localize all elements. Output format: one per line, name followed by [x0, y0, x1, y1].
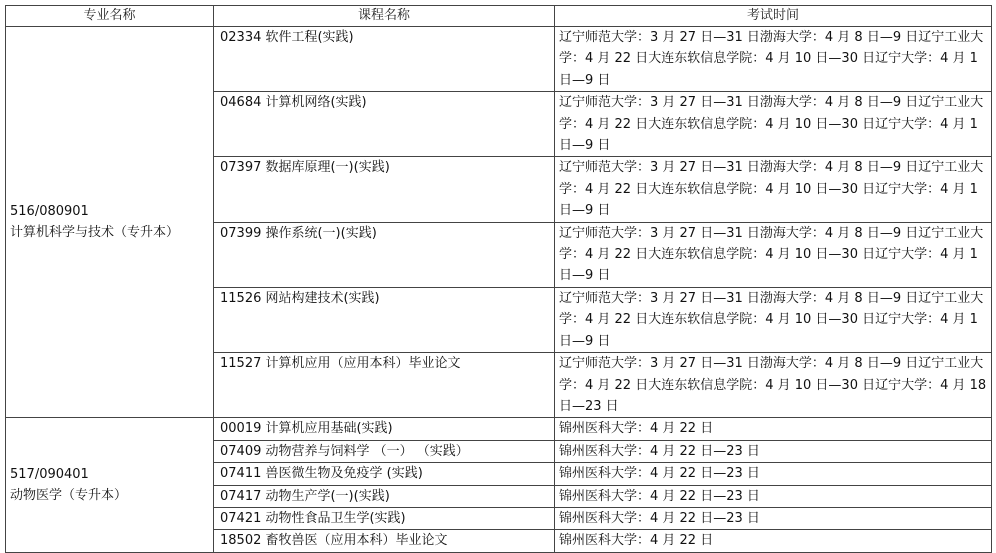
course-name: 11527 计算机应用（应用本科）毕业论文 — [220, 356, 461, 372]
exam-time: 辽宁师范大学：3 月 27 日—31 日渤海大学：4 月 8 日—9 日辽宁工业大学：4 月 22 日大连东软信息学院：4 月 10 日—30 日辽宁大学：4 月 1 日—9 日 — [559, 290, 984, 349]
exam-time: 锦州医科大学：4 月 22 日—23 日 — [559, 488, 760, 504]
time-cell — [555, 530, 992, 552]
course-cell — [214, 287, 555, 352]
major-cell — [6, 27, 214, 418]
course-cell — [214, 530, 555, 552]
course-cell — [214, 92, 555, 157]
course-name: 04684 计算机网络(实践) — [220, 95, 367, 111]
exam-time: 锦州医科大学：4 月 22 日 — [559, 533, 714, 549]
course-cell — [214, 27, 555, 92]
header-time: 考试时间 — [555, 6, 992, 27]
major-name: 计算机科学与技术（专升本） — [10, 225, 180, 241]
course-cell — [214, 440, 555, 462]
major-name: 动物医学（专升本） — [10, 488, 128, 504]
course-name: 07409 动物营养与饲料学 （一） （实践） — [220, 443, 469, 459]
course-cell — [214, 157, 555, 222]
time-cell — [555, 463, 992, 485]
exam-time: 辽宁师范大学：3 月 27 日—31 日渤海大学：4 月 8 日—9 日辽宁工业大学：4 月 22 日大连东软信息学院：4 月 10 日—30 日辽宁大学：4 月 1 日—9 日 — [559, 30, 984, 88]
time-cell — [555, 485, 992, 507]
exam-time: 锦州医科大学：4 月 22 日 — [559, 421, 714, 437]
exam-time: 锦州医科大学：4 月 22 日—23 日 — [559, 466, 760, 482]
header-course: 课程名称 — [214, 6, 555, 27]
course-cell — [214, 353, 555, 418]
course-name: 02334 软件工程(实践) — [220, 30, 354, 45]
course-name: 07417 动物生产学(一)(实践) — [220, 488, 390, 504]
time-cell — [555, 287, 992, 352]
course-cell — [214, 418, 555, 440]
header-major: 专业名称 — [6, 6, 214, 27]
course-cell — [214, 507, 555, 529]
time-cell — [555, 222, 992, 287]
time-cell — [555, 92, 992, 157]
exam-time: 辽宁师范大学：3 月 27 日—31 日渤海大学：4 月 8 日—9 日辽宁工业大学：4 月 22 日大连东软信息学院：4 月 10 日—30 日辽宁大学：4 月 18 日—23 日 — [559, 356, 987, 414]
course-name: 11526 网站构建技术(实践) — [220, 290, 380, 306]
course-name: 07399 操作系统(一)(实践) — [220, 225, 377, 241]
table-row — [6, 418, 992, 440]
time-cell — [555, 440, 992, 462]
course-name: 07397 数据库原理(一)(实践) — [220, 160, 390, 176]
course-cell — [214, 222, 555, 287]
table-row — [6, 27, 992, 92]
course-cell — [214, 485, 555, 507]
time-cell — [555, 353, 992, 418]
time-cell — [555, 418, 992, 440]
time-cell — [555, 507, 992, 529]
exam-time: 辽宁师范大学：3 月 27 日—31 日渤海大学：4 月 8 日—9 日辽宁工业大学：4 月 22 日大连东软信息学院：4 月 10 日—30 日辽宁大学：4 月 1 日—9 日 — [559, 225, 984, 284]
course-name: 07421 动物性食品卫生学(实践) — [220, 510, 406, 526]
time-cell — [555, 27, 992, 92]
course-name: 18502 畜牧兽医（应用本科）毕业论文 — [220, 533, 448, 549]
header-row — [6, 6, 992, 27]
course-cell — [214, 463, 555, 485]
exam-schedule-table — [5, 5, 992, 553]
major-cell — [6, 418, 214, 552]
exam-time: 辽宁师范大学：3 月 27 日—31 日渤海大学：4 月 8 日—9 日辽宁工业大学：4 月 22 日大连东软信息学院：4 月 10 日—30 日辽宁大学：4 月 1 日—9 日 — [559, 95, 984, 154]
exam-time: 锦州医科大学：4 月 22 日—23 日 — [559, 443, 760, 459]
major-code: 517/090401 — [10, 466, 89, 482]
course-name: 07411 兽医微生物及免疫学 (实践) — [220, 466, 423, 482]
time-cell — [555, 157, 992, 222]
course-name: 00019 计算机应用基础(实践) — [220, 421, 393, 437]
exam-time: 辽宁师范大学：3 月 27 日—31 日渤海大学：4 月 8 日—9 日辽宁工业大学：4 月 22 日大连东软信息学院：4 月 10 日—30 日辽宁大学：4 月 1 日—9 日 — [559, 160, 984, 219]
major-code: 516/080901 — [10, 203, 89, 219]
exam-time: 锦州医科大学：4 月 22 日—23 日 — [559, 510, 760, 526]
